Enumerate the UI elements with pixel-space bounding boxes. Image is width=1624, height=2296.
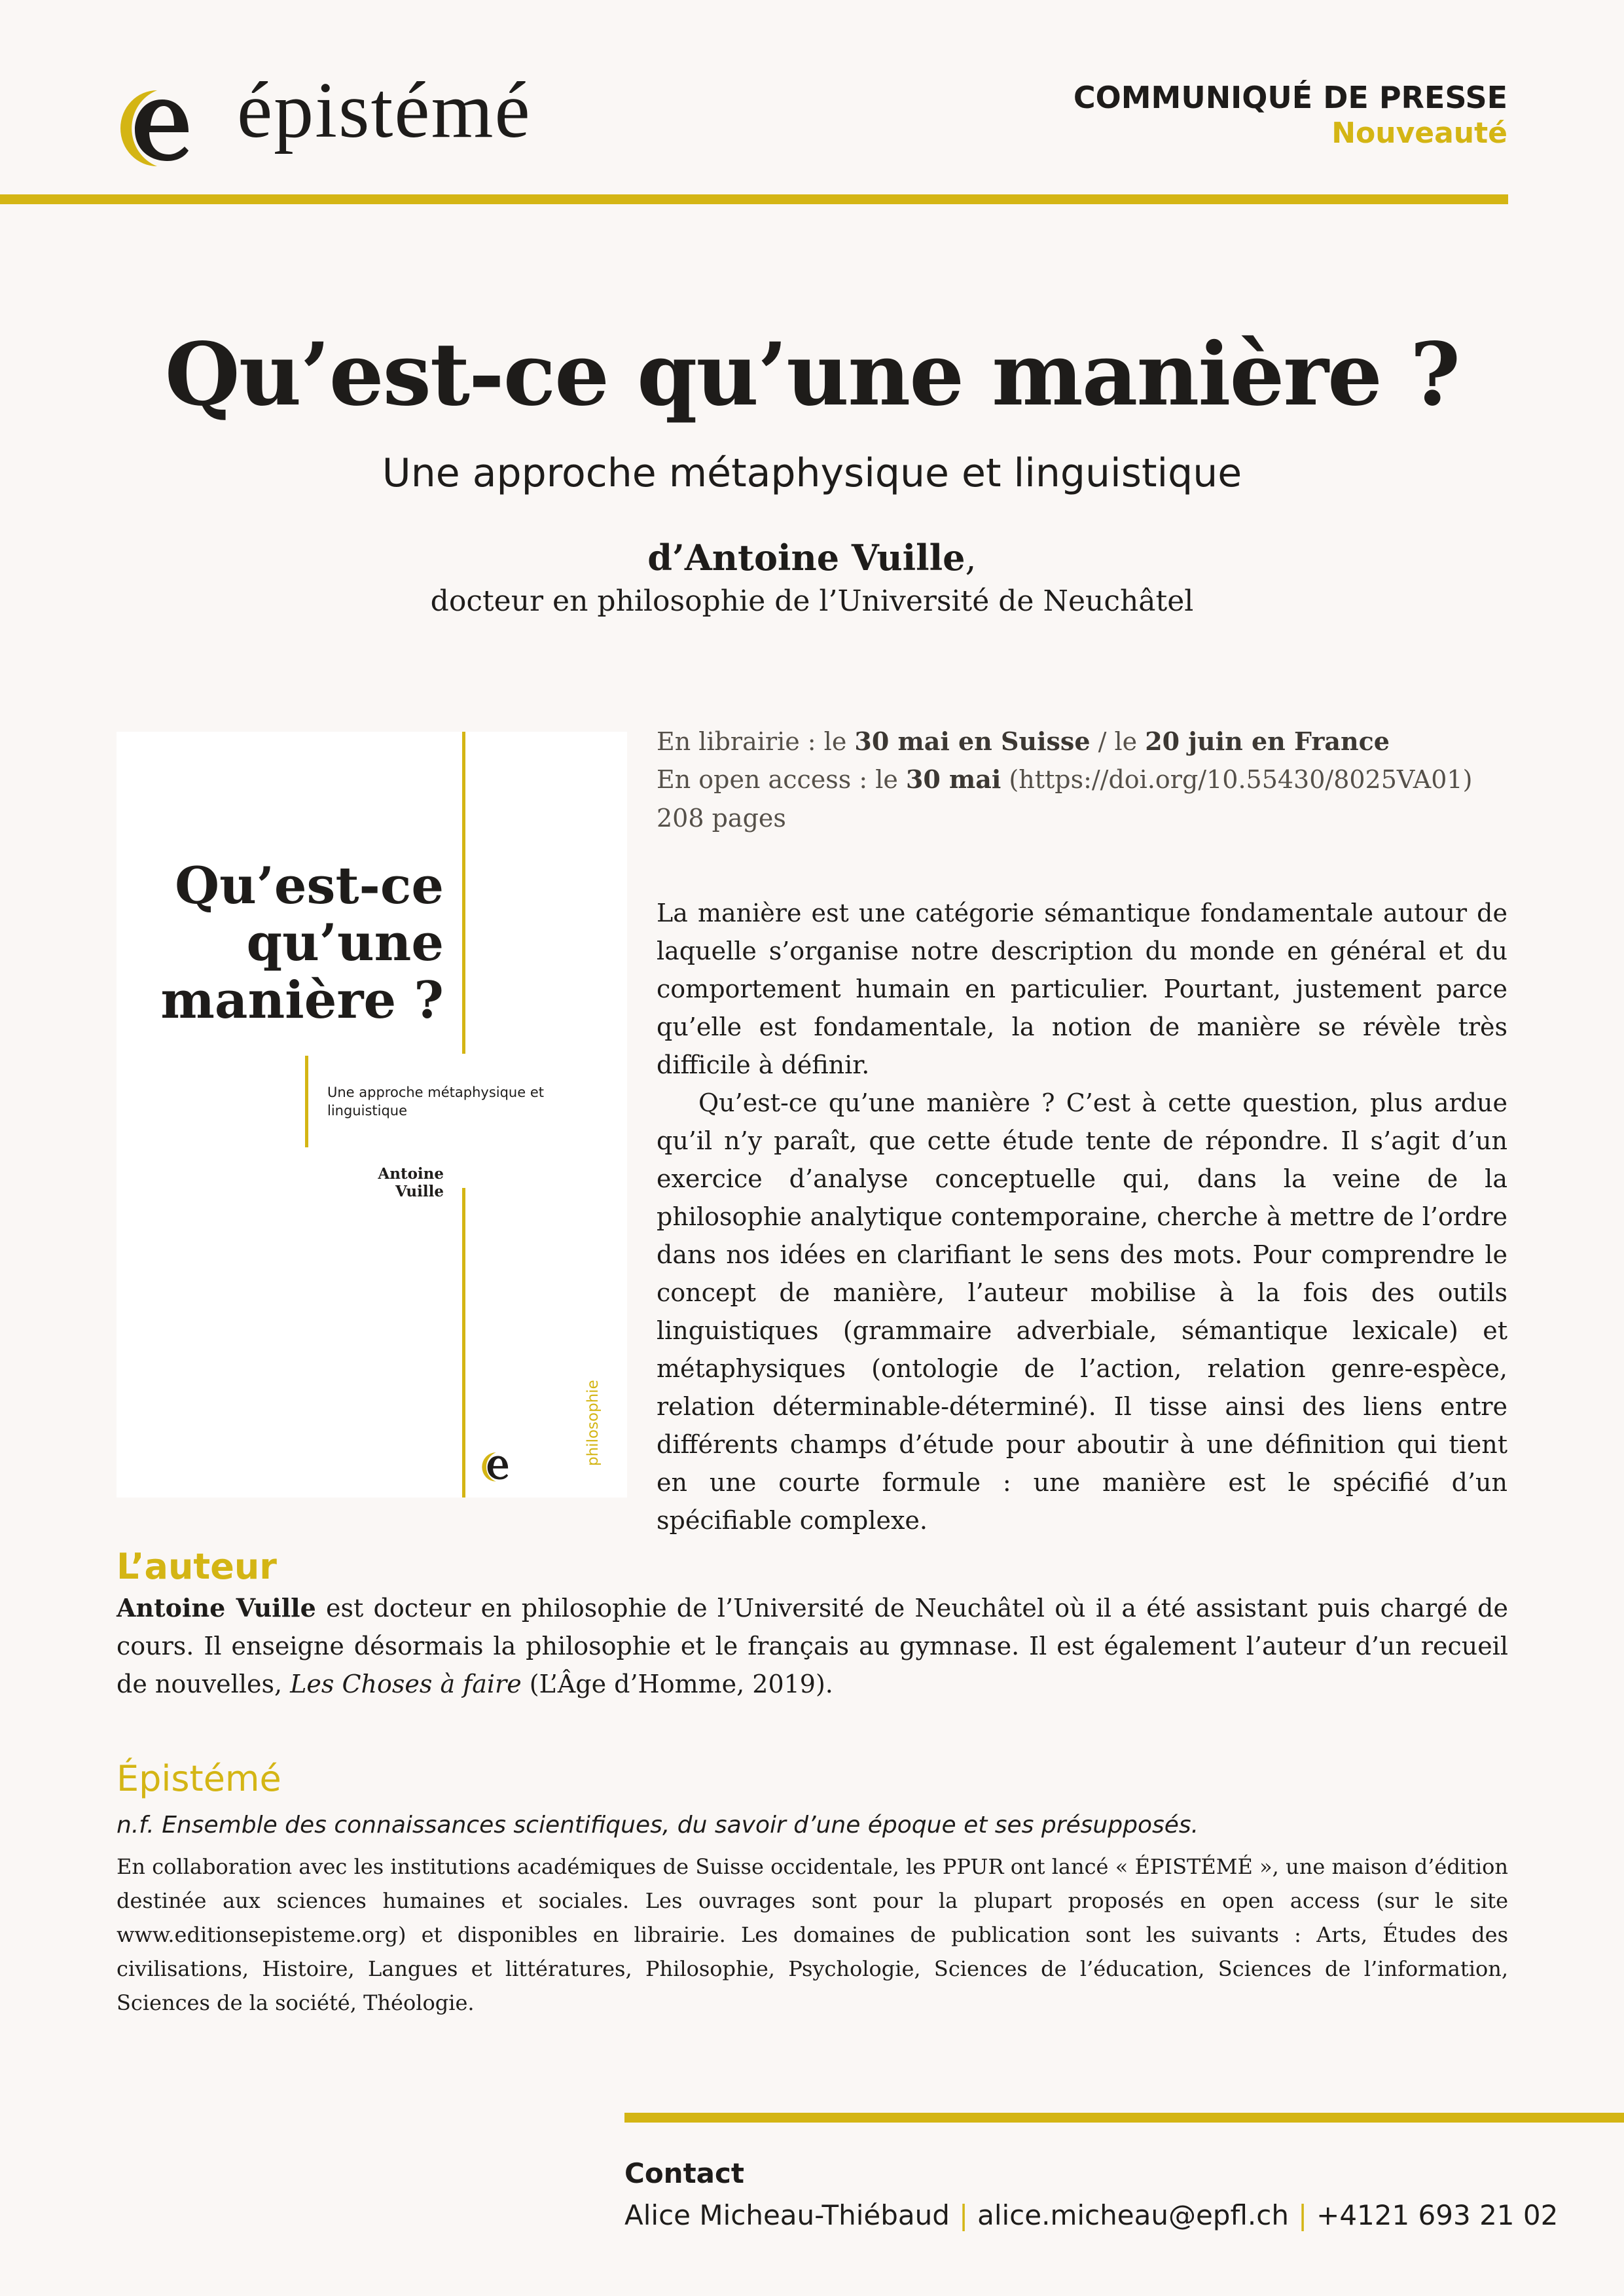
episteme-description: En collaboration avec les institutions académiques de Suisse occidentale, les PPUR ont lancé « ÉPISTÉMÉ », une maison d’édition destinée aux sciences humaines et sociales. Les ouvrages sont pour la plupart proposés en open access (sur le site www.editionsepisteme.org) et disponibles en librairie. Les domaines de publication sont les suivants : Arts, Études des civilisations, Histoire, Langues et littératures, Philosophie, Psychologie, Sciences de l’éducation, Sciences de l’information, Sciences de la société, Théologie. (117, 1854, 1508, 2015)
open-access-date: 30 mai (905, 764, 1001, 794)
author-bio-text: (L’Âge d’Homme, 2019). (521, 1670, 833, 1698)
author-bio-book: Les Choses à faire (290, 1670, 522, 1698)
book-subtitle: Une approche métaphysique et linguistique (382, 450, 1242, 496)
footer-divider (624, 2113, 1624, 2123)
author-bio-name: Antoine Vuille (117, 1593, 316, 1623)
contact-separator: | (1297, 2199, 1308, 2231)
contact-name: Alice Micheau-Thiébaud (624, 2199, 950, 2231)
author-section-heading: L’auteur (117, 1546, 277, 1587)
contact-email[interactable]: alice.micheau@epfl.ch (977, 2199, 1289, 2231)
book-summary (657, 894, 1507, 1539)
contact-phone[interactable]: +4121 693 21 02 (1316, 2199, 1559, 2231)
cover-logo-icon (480, 1450, 511, 1484)
release-dates (657, 726, 1390, 756)
author-suffix: , (965, 537, 977, 579)
cover-accent-line (462, 732, 465, 1054)
cover-subtitle: Une approche métaphysique et linguistique (327, 1085, 544, 1119)
bookshop-label: En librairie : le (657, 727, 855, 756)
cover-title: Qu’est-ce qu’une manière ? (160, 856, 444, 1030)
press-release-label: COMMUNIQUÉ DE PRESSE (1073, 80, 1507, 115)
author-bio (117, 1589, 1508, 1703)
release-france: 20 juin en France (1145, 726, 1390, 756)
release-separator: / le (1090, 727, 1146, 756)
doi-link[interactable]: (https://doi.org/10.55430/8025VA01) (1001, 765, 1473, 794)
open-access-info (657, 764, 1472, 794)
summary-paragraph: Qu’est-ce qu’une manière ? C’est à cette question, plus ardue qu’il n’y paraît, que cette étude tente de répondre. Il s’agit d’un exercice d’analyse conceptuelle qui, dans la veine de la philosophie analytique contemporaine, cherche à mettre de l’ordre dans nos idées en clarifiant le sens des mots. Pour comprendre le concept de manière, l’auteur mobilise à la fois des outils linguistiques (grammaire adverbiale, sémantique lexicale) et métaphysiques (ontologie de l’action, relation genre-espèce, relation déterminable-déterminé). Il tisse ainsi des liens entre différents champs d’étude pour aboutir à une définition qui tient en une courte formule : une manière est le spécifié d’un spécifiable complexe. (657, 1088, 1507, 1535)
contact-heading: Contact (624, 2157, 744, 2189)
cover-author: Antoine Vuille (378, 1165, 444, 1200)
author-title: docteur en philosophie de l’Université de Neuchâtel (430, 584, 1194, 618)
header-divider (0, 194, 1508, 204)
author-prefix: d’ (647, 537, 685, 579)
cover-accent-line (305, 1056, 308, 1147)
cover-accent-line (462, 1188, 465, 1498)
episteme-logo-icon (117, 85, 195, 170)
author-name: Antoine Vuille (684, 537, 965, 579)
contact-details (624, 2199, 1558, 2231)
brand-name: épistémé (237, 66, 532, 154)
book-title: Qu’est-ce qu’une manière ? (164, 324, 1460, 425)
contact-separator: | (958, 2199, 969, 2231)
episteme-definition: n.f. Ensemble des connaissances scientifiques, du savoir d’une époque et ses présupposés. (117, 1812, 1199, 1839)
open-access-label: En open access : le (657, 765, 906, 794)
author-line (0, 537, 1624, 579)
episteme-section-heading: Épistémé (117, 1758, 281, 1799)
release-switzerland: 30 mai en Suisse (854, 726, 1091, 756)
author-bio-text: est docteur en philosophie de l’Université de Neuchâtel où il a été assistant puis chargé de cours. Il enseigne désormais la philosophie et le français au gymnase. Il est également l’auteur d’un recueil de nouvelles, (117, 1594, 1508, 1698)
page-count: 208 pages (657, 804, 786, 833)
summary-paragraph: La manière est une catégorie sémantique fondamentale autour de laquelle s’organise notre description du monde en général et du comportement humain en particulier. Pourtant, justement parce qu’elle est fondamentale, la notion de manière se révèle très difficile à définir. (657, 899, 1507, 1079)
new-release-tag: Nouveauté (1331, 117, 1507, 150)
cover-series-label: philosophie (585, 1380, 602, 1466)
